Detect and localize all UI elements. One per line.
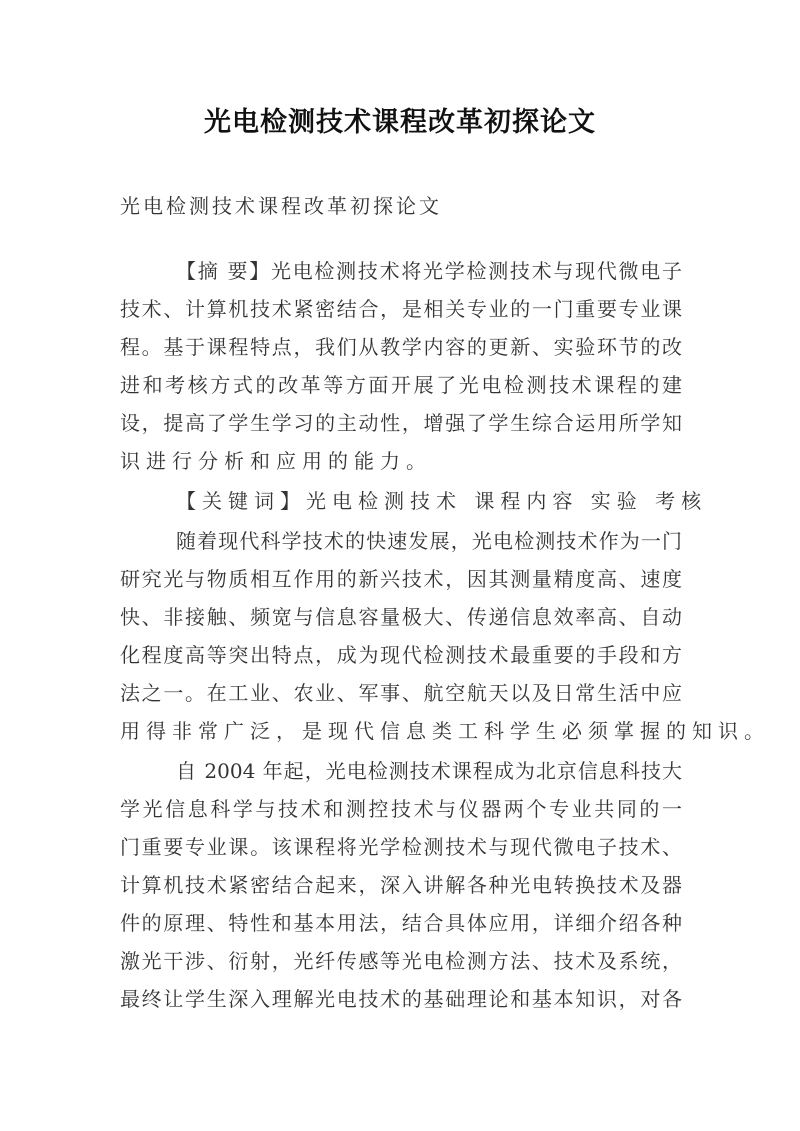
paragraph xyxy=(120,522,770,750)
document-title: 光电检测技术课程改革初探论文 xyxy=(204,107,596,138)
text-line: 快、非接触、频宽与信息容量极大、传递信息效率高、自动 xyxy=(120,605,682,629)
paragraph xyxy=(120,482,708,520)
text-line: 法之一。在工业、农业、军事、航空航天以及日常生活中应 xyxy=(120,681,682,705)
paragraph xyxy=(120,252,682,480)
text-line: 门重要专业课。该课程将光学检测技术与现代微电子技术、 xyxy=(120,835,682,859)
text-line: 随着现代科学技术的快速发展，光电检测技术作为一门 xyxy=(176,529,682,553)
text-line: 化程度高等突出特点，成为现代检测技术最重要的手段和方 xyxy=(120,643,682,667)
text-line: 学光信息科学与技术和测控技术与仪器两个专业共同的一 xyxy=(120,797,682,821)
text-line: 件的原理、特性和基本用法，结合具体应用，详细介绍各种 xyxy=(120,911,682,935)
text-line: 技术、计算机技术紧密结合，是相关专业的一门重要专业课 xyxy=(120,297,682,321)
document-subtitle: 光电检测技术课程改革初探论文 xyxy=(120,194,442,218)
text-line: 程。基于课程特点，我们从教学内容的更新、实验环节的改 xyxy=(120,335,682,359)
text-line: 用得非常广泛，是现代信息类工科学生必须掌握的知识。 xyxy=(120,719,770,743)
text-line: 研究光与物质相互作用的新兴技术，因其测量精度高、速度 xyxy=(120,567,682,591)
text-line: 进和考核方式的改革等方面开展了光电检测技术课程的建 xyxy=(120,373,682,397)
text-line: 自 2004 年起，光电检测技术课程成为北京信息科技大 xyxy=(176,759,682,783)
text-line: 识进行分析和应用的能力。 xyxy=(120,449,432,473)
text-line: 最终让学生深入理解光电技术的基础理论和基本知识，对各 xyxy=(120,987,682,1011)
text-line: 计算机技术紧密结合起来，深入讲解各种光电转换技术及器 xyxy=(120,873,682,897)
paragraph xyxy=(120,752,682,1018)
document-body xyxy=(120,252,770,1020)
text-line: 【关键词】光电检测技术 课程内容 实验 考核 xyxy=(176,489,708,513)
text-line: 【摘 要】光电检测技术将光学检测技术与现代微电子 xyxy=(176,259,682,283)
text-line: 激光干涉、衍射，光纤传感等光电检测方法、技术及系统， xyxy=(120,949,682,973)
text-line: 设，提高了学生学习的主动性，增强了学生综合运用所学知 xyxy=(120,411,682,435)
